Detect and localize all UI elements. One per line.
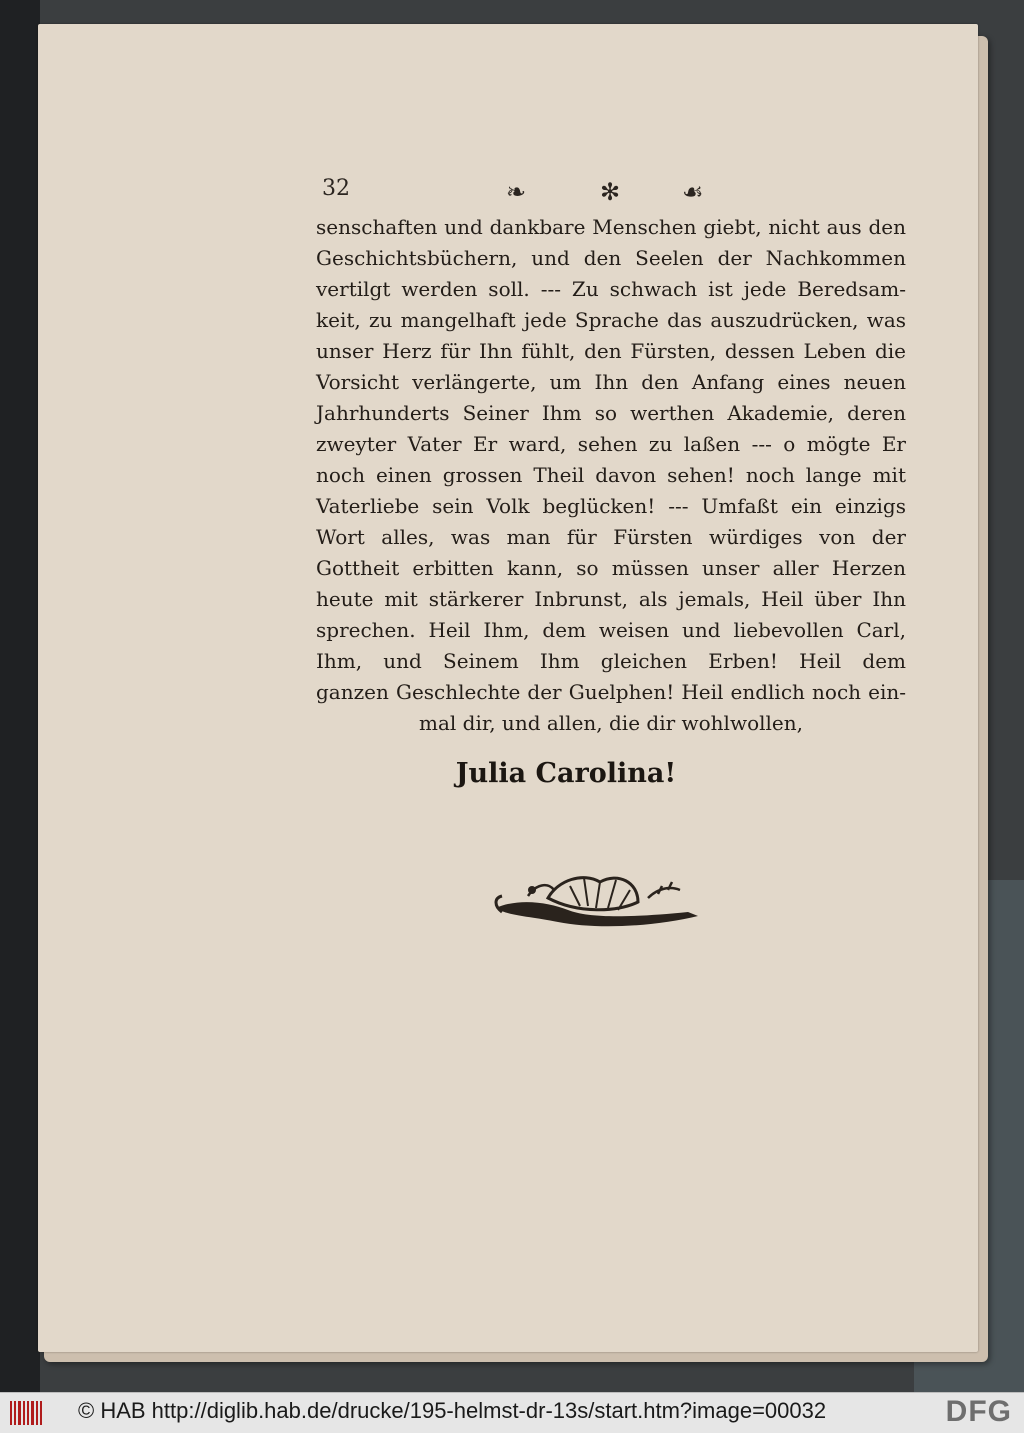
barcode-icon: [10, 1401, 44, 1425]
text-line: ganzen Geschlechte der Guelphen! Heil endlich noch ein-: [316, 680, 906, 704]
dfg-logo: DFG: [945, 1395, 1012, 1428]
text-line-last: mal dir, und allen, die dir wohlwollen,: [419, 711, 803, 735]
header-ornament-star-icon: ✻: [600, 178, 621, 206]
viewer-footer: [0, 1392, 1024, 1433]
text-line: sprechen. Heil Ihm, dem weisen und liebevollen Carl,: [316, 618, 906, 642]
text-line: unser Herz für Ihn fühlt, den Fürsten, dessen Leben die: [316, 339, 906, 363]
text-line: keit, zu mangelhaft jede Sprache das auszudrücken, was: [316, 308, 906, 332]
text-line: senschaften und dankbare Menschen giebt, nicht aus den: [316, 215, 906, 239]
text-line: heute mit stärkerer Inbrunst, als jemals, Heil über Ihn: [316, 587, 906, 611]
text-line: Vorsicht verlängerte, um Ihn den Anfang eines neuen: [316, 370, 906, 394]
scanner-backdrop-left: [0, 0, 40, 1392]
text-line: zweyter Vater Er ward, sehen zu laßen --- o mögte Er: [316, 432, 906, 456]
body-text: [316, 212, 906, 739]
header-ornament-right-icon: ☙: [682, 178, 704, 206]
header-ornament-left-icon: ❧: [506, 178, 527, 206]
text-line: Wort alles, was man für Fürsten würdiges von der: [316, 525, 906, 549]
page-header: [322, 176, 902, 206]
text-line: Ihm, und Seinem Ihm gleichen Erben! Heil dem: [316, 649, 906, 673]
text-line: Geschichtsbüchern, und den Seelen der Nachkommen: [316, 246, 906, 270]
text-line: vertilgt werden soll. --- Zu schwach ist jede Beredsam-: [316, 277, 906, 301]
text-line: Vaterliebe sein Volk beglücken! --- Umfaßt ein einzigs: [316, 494, 906, 518]
page-number: 32: [322, 176, 350, 201]
text-line: Gottheit erbitten kann, so müssen unser aller Herzen: [316, 556, 906, 580]
ornamental-shell-vignette-icon: [488, 868, 708, 942]
copyright-link[interactable]: © HAB http://diglib.hab.de/drucke/195-helmst-dr-13s/start.htm?image=00032: [78, 1398, 827, 1423]
text-line: noch einen grossen Theil davon sehen! noch lange mit: [316, 463, 906, 487]
signature: Julia Carolina!: [455, 758, 677, 789]
text-line: Jahrhunderts Seiner Ihm so werthen Akademie, deren: [316, 401, 906, 425]
